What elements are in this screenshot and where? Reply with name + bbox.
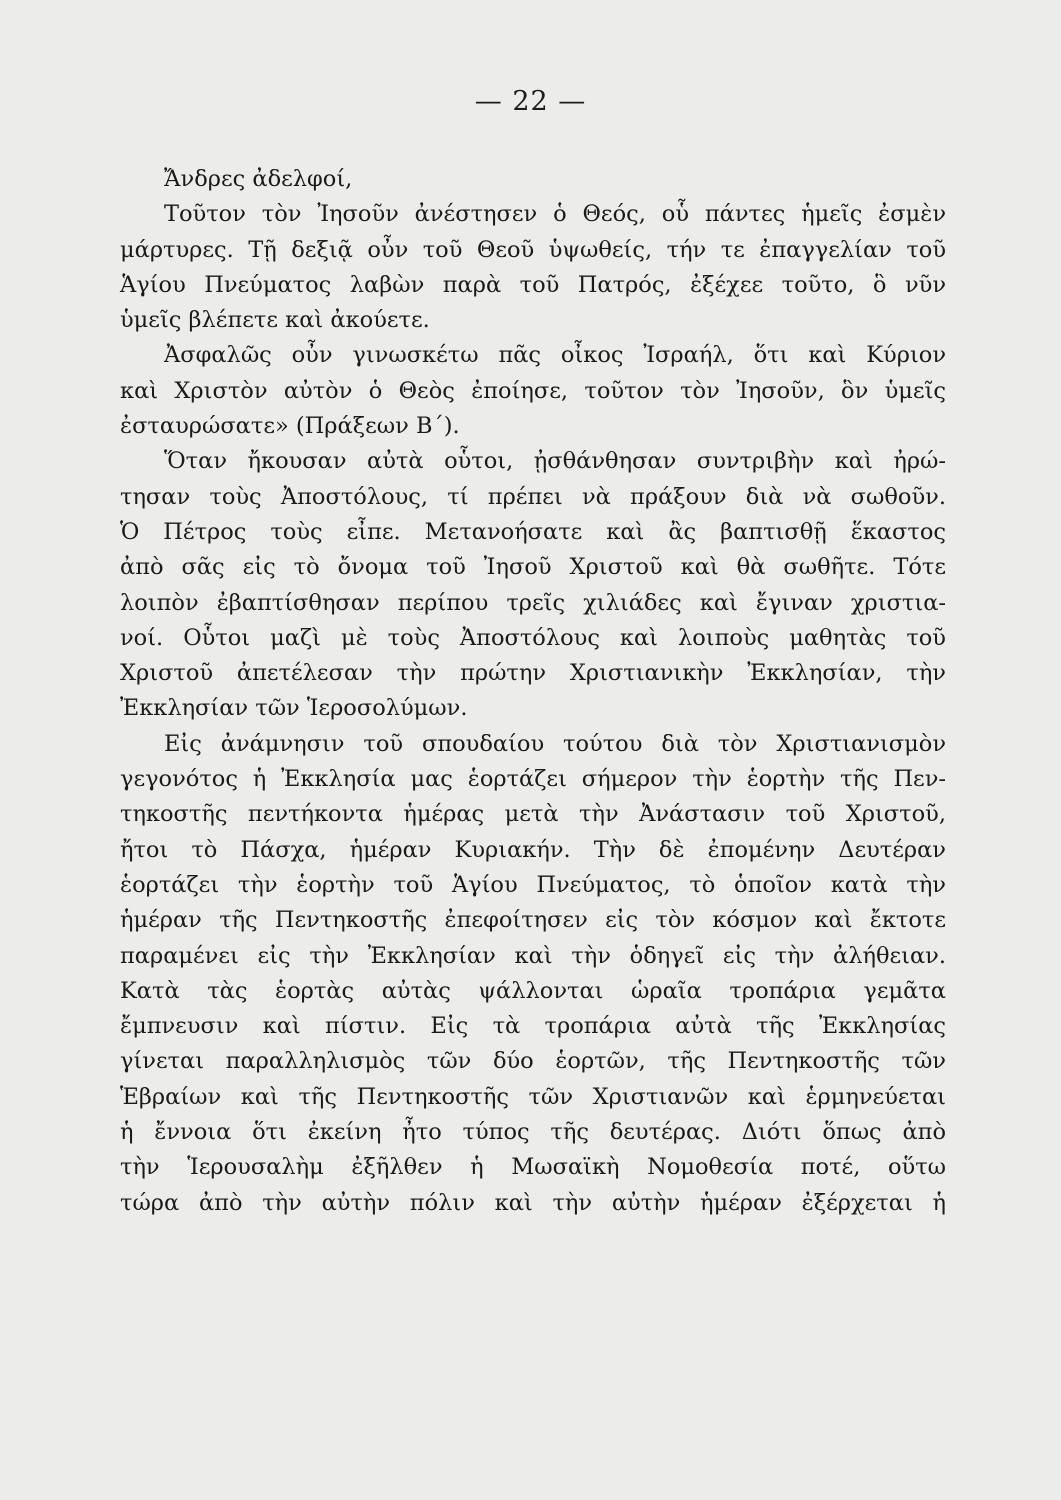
text-line: γίνεται παραλληλισμὸς τῶν δύο ἑορτῶν, τῆς Πεντηκοστῆς τῶν: [120, 1048, 946, 1075]
text-line: ἤτοι τὸ Πάσχα, ἡμέραν Κυριακήν. Τὴν δὲ ἐπομένην Δευτέραν: [120, 836, 946, 863]
page-number: — 22 —: [474, 86, 587, 117]
text-line: Χριστοῦ ἀπετέλεσαν τὴν πρώτην Χριστιανικὴν Ἐκκλησίαν, τὴν: [120, 660, 946, 687]
text-line: Ἁγίου Πνεύματος λαβὼν παρὰ τοῦ Πατρός, ἐξέχεε τοῦτο, ὃ νῦν: [120, 271, 946, 298]
text-line: ἑορτάζει τὴν ἑορτὴν τοῦ Ἁγίου Πνεύματος, τὸ ὁποῖον κατὰ τὴν: [120, 871, 946, 898]
text-line: Ὁ Πέτρος τοὺς εἶπε. Μετανοήσατε καὶ ἂς βαπτισθῇ ἕκαστος: [120, 518, 946, 545]
text-line: παραμένει εἰς τὴν Ἐκκλησίαν καὶ τὴν ὁδηγεῖ εἰς τὴν ἀλήθειαν.: [120, 942, 946, 969]
text-line: ὑμεῖς βλέπετε καὶ ἀκούετε.: [120, 307, 430, 334]
text-line: ἡ ἔννοια ὅτι ἐκείνη ἦτο τύπος τῆς δευτέρας. Διότι ὅπως ἀπὸ: [120, 1119, 946, 1146]
text-line: ἡμέραν τῆς Πεντηκοστῆς ἐπεφοίτησεν εἰς τὸν κόσμον καὶ ἔκτοτε: [120, 907, 946, 934]
text-line: Ἄνδρες ἀδελφοί,: [164, 166, 353, 192]
text-line: ἐσταυρώσατε» (Πράξεων Β΄).: [120, 413, 460, 440]
text-line: ἔμπνευσιν καὶ πίστιν. Εἰς τὰ τροπάρια αὐτὰ τῆς Ἐκκλησίας: [120, 1013, 946, 1040]
text-line: γεγονότος ἡ Ἐκκλησία μας ἑορτάζει σήμερον τὴν ἑορτὴν τῆς Πεν-: [120, 766, 946, 793]
text-line: Κατὰ τὰς ἑορτὰς αὐτὰς ψάλλονται ὡραῖα τροπάρια γεμᾶτα: [120, 977, 946, 1004]
text-line: τησαν τοὺς Ἀποστόλους, τί πρέπει νὰ πράξουν διὰ νὰ σωθοῦν.: [120, 483, 946, 510]
text-line: τὴν Ἱερουσαλὴμ ἐξῆλθεν ἡ Μωσαϊκὴ Νομοθεσία ποτέ, οὕτω: [120, 1154, 946, 1181]
text-line: Εἰς ἀνάμνησιν τοῦ σπουδαίου τούτου διὰ τὸν Χριστιανισμὸν: [164, 730, 946, 757]
text-line: λοιπὸν ἐβαπτίσθησαν περίπου τρεῖς χιλιάδες καὶ ἔγιναν χριστια-: [120, 589, 946, 616]
body-text: [120, 162, 946, 1221]
text-line: καὶ Χριστὸν αὐτὸν ὁ Θεὸς ἐποίησε, τοῦτον τὸν Ἰησοῦν, ὃν ὑμεῖς: [120, 377, 946, 404]
text-line: Ἐκκλησίαν τῶν Ἱεροσολύμων.: [120, 695, 468, 722]
text-line: Ἀσφαλῶς οὖν γινωσκέτω πᾶς οἶκος Ἰσραήλ, ὅτι καὶ Κύριον: [164, 342, 946, 369]
text-line: μάρτυρες. Τῇ δεξιᾷ οὖν τοῦ Θεοῦ ὑψωθείς, τήν τε ἐπαγγελίαν τοῦ: [120, 236, 946, 263]
text-line: Ὅταν ἤκουσαν αὐτὰ οὗτοι, ᾐσθάνθησαν συντριβὴν καὶ ἠρώ-: [164, 448, 946, 475]
text-line: τηκοστῆς πεντήκοντα ἡμέρας μετὰ τὴν Ἀνάστασιν τοῦ Χριστοῦ,: [120, 801, 946, 828]
text-line: Ἑβραίων καὶ τῆς Πεντηκοστῆς τῶν Χριστιανῶν καὶ ἑρμηνεύεται: [120, 1083, 946, 1110]
text-line: νοί. Οὗτοι μαζὶ μὲ τοὺς Ἀποστόλους καὶ λοιποὺς μαθητὰς τοῦ: [120, 624, 946, 651]
text-line: Τοῦτον τὸν Ἰησοῦν ἀνέστησεν ὁ Θεός, οὗ πάντες ἡμεῖς ἐσμὲν: [164, 201, 946, 228]
text-line: ἀπὸ σᾶς εἰς τὸ ὄνομα τοῦ Ἰησοῦ Χριστοῦ καὶ θὰ σωθῆτε. Τότε: [120, 554, 946, 581]
text-line: τώρα ἀπὸ τὴν αὐτὴν πόλιν καὶ τὴν αὐτὴν ἡμέραν ἐξέρχεται ἡ: [120, 1189, 946, 1216]
